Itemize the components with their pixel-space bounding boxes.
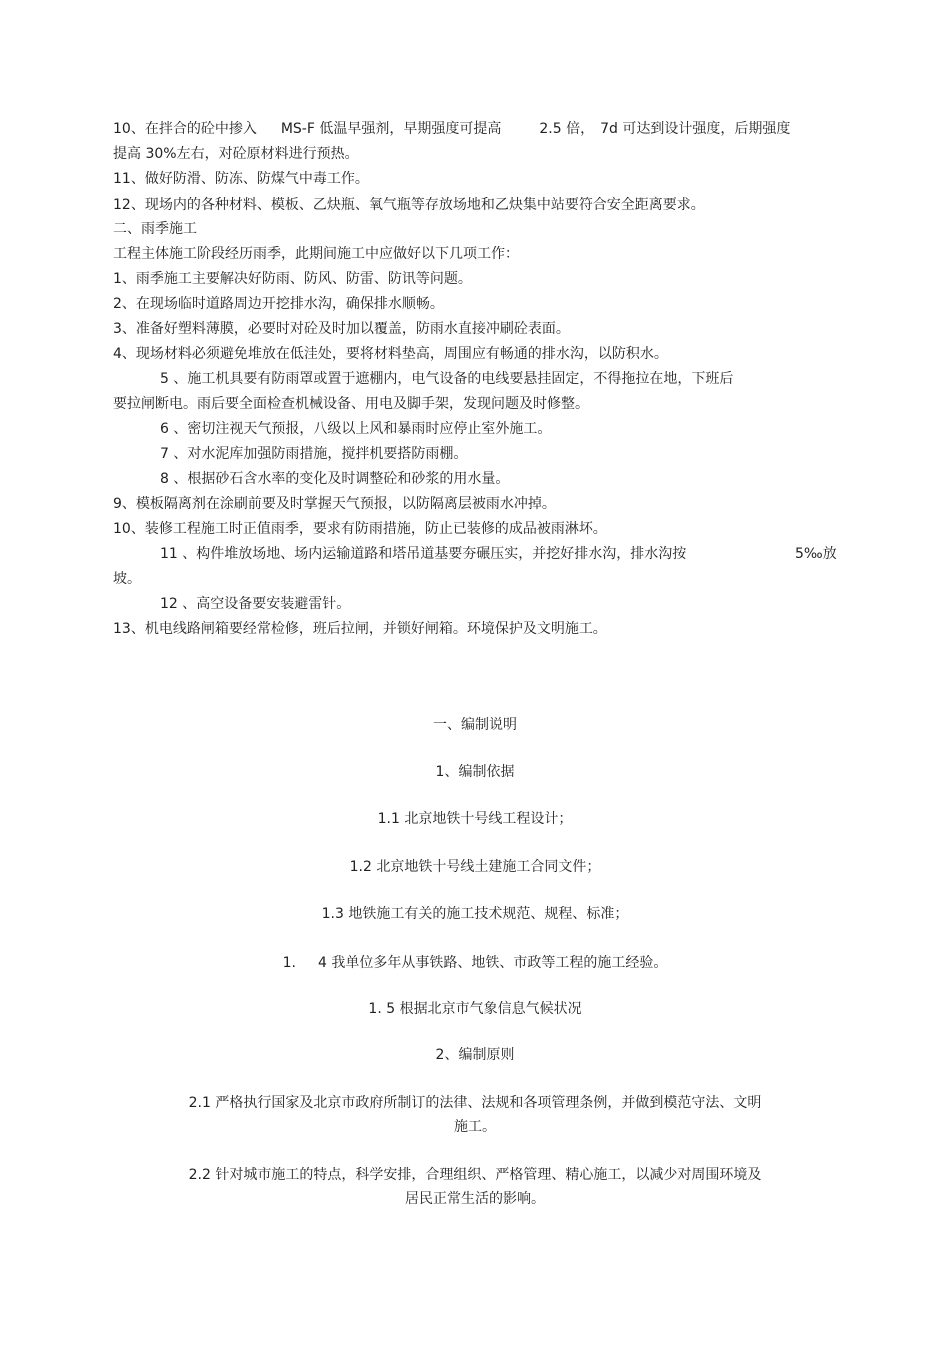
item-12: 12、现场内的各种材料、模板、乙炔瓶、氧气瓶等存放场地和乙炔集中站要符合安全距离要求。 — [113, 197, 705, 213]
rainy-intro: 工程主体施工阶段经历雨季，此期间施工中应做好以下几项工作： — [113, 246, 519, 262]
heading-compilation-principles: 2、编制原则 — [435, 1047, 515, 1063]
basis-item-1-4-text: 4 我单位多年从事铁路、地铁、市政等工程的施工经验。 — [318, 955, 668, 971]
rainy-item-6: 6 、密切注视天气预报，八级以上风和暴雨时应停止室外施工。 — [160, 421, 552, 437]
item-10-text-c: 2.5 倍， — [539, 121, 595, 137]
rainy-item-11-line-1 — [160, 545, 686, 563]
rainy-item-4: 4、现场材料必须避免堆放在低洼处，要将材料垫高，周围应有畅通的排水沟，以防积水。 — [113, 346, 668, 362]
item-10-line-1 — [113, 120, 790, 138]
rainy-item-9: 9、模板隔离剂在涂刷前要及时掌握天气预报，以防隔离层被雨水冲掉。 — [113, 496, 556, 512]
item-10-text-a: 10、在拌合的砼中掺入 — [113, 121, 257, 137]
heading-compilation-basis: 1、编制依据 — [435, 764, 515, 780]
rainy-item-10: 10、装修工程施工时正值雨季，要求有防雨措施，防止已装修的成品被雨淋坏。 — [113, 521, 607, 537]
heading-compilation-description: 一、编制说明 — [433, 717, 517, 733]
rainy-item-3: 3、准备好塑料薄膜，必要时对砼及时加以覆盖，防雨水直接冲刷砼表面。 — [113, 321, 570, 337]
rainy-item-5-line-2: 要拉闸断电。雨后要全面检查机械设备、用电及脚手架，发现问题及时修整。 — [113, 396, 589, 412]
basis-item-1-2: 1.2 北京地铁十号线土建施工合同文件； — [349, 859, 601, 875]
basis-item-1-3-text: 1.3 地铁施工有关的施工技术规范、规程、标准； — [321, 906, 629, 922]
rainy-item-13: 13、机电线路闸箱要经常检修，班后拉闸，并锁好闸箱。环境保护及文明施工。 — [113, 621, 607, 637]
rainy-item-2: 2、在现场临时道路周边开挖排水沟，确保排水顺畅。 — [113, 296, 444, 312]
basis-item-1-1: 1.1 北京地铁十号线工程设计； — [377, 811, 573, 827]
item-11: 11、做好防滑、防冻、防煤气中毒工作。 — [113, 171, 369, 187]
principle-2-2-line-1: 2.2 针对城市施工的特点，科学安排，合理组织、严格管理、精心施工，以减少对周围环境及 — [188, 1167, 762, 1183]
principle-2-1-line-2: 施工。 — [454, 1119, 496, 1135]
rainy-item-11-line-2: 坡。 — [113, 571, 141, 587]
rainy-item-7: 7 、对水泥库加强防雨措施，搅拌机要搭防雨棚。 — [160, 446, 468, 462]
basis-item-1-3 — [0, 905, 950, 923]
section-heading-rainy: 二、雨季施工 — [113, 221, 197, 237]
basis-item-1-4 — [0, 954, 950, 972]
rainy-item-12: 12 、高空设备要安装避雷针。 — [160, 596, 351, 612]
rainy-item-11-slope: 5‰放 — [795, 546, 837, 562]
basis-item-1-5: 1. 5 根据北京市气象信息气候状况 — [368, 1001, 582, 1017]
item-10-text-d: 7d 可达到设计强度，后期强度 — [600, 121, 791, 137]
principle-2-1-line-1: 2.1 严格执行国家及北京市政府所制订的法律、法规和各项管理条例，并做到模范守法、文明 — [188, 1095, 762, 1111]
basis-item-1-4-number: 1. — [282, 955, 296, 971]
item-10-text-b: MS-F 低温早强剂，早期强度可提高 — [280, 121, 502, 137]
rainy-item-1: 1、雨季施工主要解决好防雨、防风、防雷、防讯等问题。 — [113, 271, 472, 287]
rainy-item-8: 8 、根据砂石含水率的变化及时调整砼和砂浆的用水量。 — [160, 471, 510, 487]
rainy-item-11-text: 11 、构件堆放场地、场内运输道路和塔吊道基要夯碾压实，并挖好排水沟，排水沟按 — [160, 546, 687, 562]
principle-2-2-line-2: 居民正常生活的影响。 — [405, 1191, 545, 1207]
item-10-line-2: 提高 30%左右，对砼原材料进行预热。 — [113, 146, 359, 162]
rainy-item-5-line-1: 5 、施工机具要有防雨罩或置于遮棚内，电气设备的电线要悬挂固定，不得拖拉在地，下班后 — [160, 371, 734, 387]
